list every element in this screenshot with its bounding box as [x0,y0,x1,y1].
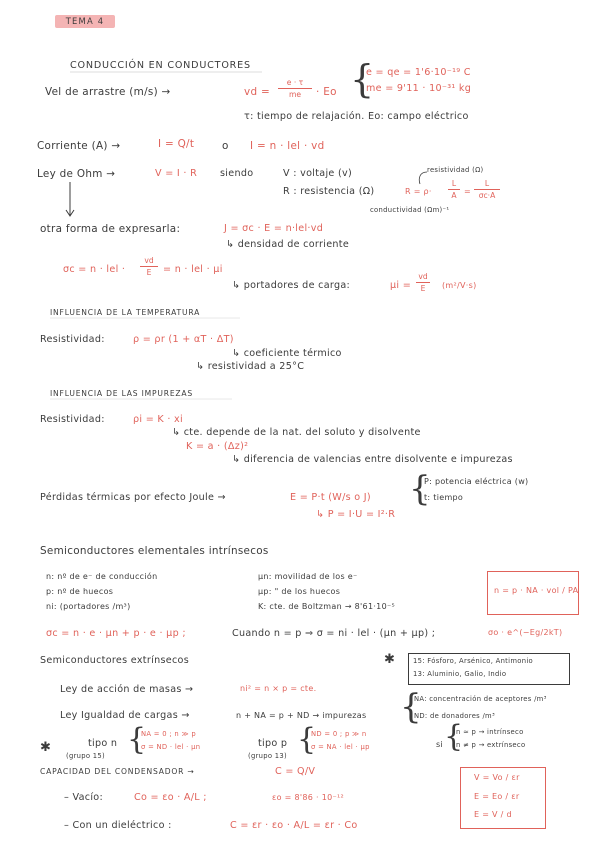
I-eq-2: I = n · lel · vd [250,140,325,152]
vd-fraction: $\frac{e \cdot \tau}{me}$ [278,77,312,100]
vd-eq: vd = [244,86,270,98]
C-eq: C = Q/V [275,766,316,777]
field-box-line-1: V = Vo / εr [474,773,520,782]
tipo-p-label: tipo p [258,738,288,749]
res25-note: ↳ resistividad a 25°C [196,361,305,372]
or-text: o [222,140,229,152]
densidad-note: ↳ densidad de corriente [226,239,350,250]
igualdad-label: Ley Igualdad de cargas → [60,710,190,721]
section-heading-temperatura: INFLUENCIA DE LA TEMPERATURA [50,308,201,317]
brace-constants: { [350,57,375,101]
vel-arrastre-label: Vel de arrastre (m/s) → [45,86,171,98]
brace-tipo-p: { [297,722,317,757]
tipo-n-eq-1: NA = 0 ; n ≫ p [141,730,196,738]
tipo-p-eq-1: ND = 0 ; p ≫ n [311,730,367,738]
grupo15-list: 15: Fósforo, Arsénico, Antimonio [413,657,533,665]
sigma-eq-2: = n · lel · μi [163,264,223,275]
NA-def: NA: concentración de aceptores /m³ [414,695,547,703]
section-heading-extrinsecos: Semiconductores extrínsecos [40,655,189,666]
conductividad-note: conductividad (Ωm)⁻¹ [370,206,450,214]
ni-def: ni: (portadores /m³) [46,602,131,611]
section-heading-impurezas: INFLUENCIA DE LAS IMPUREZAS [50,389,194,398]
brace-joule: { [409,469,431,509]
sigma-eq: σc = n · lel · [63,264,126,275]
dielectrico-label: – Con un dieléctrico : [64,820,172,831]
n-def: n: nº de e⁻ de conducción [46,572,158,581]
tau-note: τ: tiempo de relajación. Eo: campo eléctrico [244,111,469,122]
intrinseco-cond: n ≈ p → intrínseco [456,728,524,736]
tipo-n-eq-2: σ = ND · lel · μn [141,743,201,751]
joule-eq: E = P·t (W/s o J) [290,492,371,503]
diferencia-note: ↳ diferencia de valencias entre disolvente e impurezas [232,454,513,465]
mu-units: (m²/V·s) [442,281,477,290]
masas-eq: ni² = n × p = cte. [240,684,317,693]
vacio-eq: Co = εo · A/L ; [134,792,207,803]
sigma-fraction: $\frac{vd}{E}$ [140,255,158,278]
portadores-note: ↳ portadores de carga: [232,280,351,291]
R-def: R : resistencia (Ω) [283,186,375,197]
tipo-n-grupo: (grupo 15) [66,752,106,760]
section-heading-condensador: CAPACIDAD DEL CONDENSADOR → [40,767,195,776]
joule-label: Pérdidas térmicas por efecto Joule → [40,492,226,503]
J-eq: J = σc · E = n·lel·vd [224,223,324,234]
mu-fraction: $\frac{vd}{E}$ [416,271,430,294]
section-heading-conduccion: CONDUCCIÓN EN CONDUCTORES [70,60,251,71]
mup-def: μp: " de los huecos [258,587,341,596]
ND-def: ND: de donadores /m³ [414,712,496,720]
t-def: t: tiempo [424,493,464,502]
tipo-n-label: tipo n [88,738,118,749]
vacio-label: – Vacío: [64,792,103,803]
temp-resistividad-label: Resistividad: [40,334,105,345]
R-eq-2: = [464,187,472,196]
n-formula: n = p · NA · vol / PA [494,586,579,595]
p-def: p: nº de huecos [46,587,114,596]
resistividad-note: resistividad (Ω) [427,166,484,174]
igualdad-eq: n + NA = p + ND → impurezas [236,711,367,720]
tipo-p-eq-2: σ = NA · lel · μp [311,743,370,751]
P-def: P: potencia eléctrica (w) [424,477,529,486]
vd-eq-tail: · Eo [316,86,337,98]
siendo-text: siendo [220,168,254,179]
mu-eq: μi = [390,280,412,291]
otra-forma-label: otra forma de expresarla: [40,223,181,235]
field-box-line-3: E = V / d [474,810,512,819]
dielectrico-eq: C = εr · εo · A/L = εr · Co [230,820,358,831]
I-eq-1: I = Q/t [158,138,195,150]
coef-termico-note: ↳ coeficiente térmico [232,348,342,359]
brace-impurezas: { [400,687,422,727]
asterisk-icon: ✱ [384,652,396,667]
corriente-label: Corriente (A) → [37,140,121,152]
imp-eq: ρi = K · xi [133,414,183,425]
cte-note: ↳ cte. depende de la nat. del soluto y disolvente [172,427,421,438]
field-box-line-2: E = Eo / εr [474,792,520,801]
asterisk-icon-2: ✱ [40,740,52,755]
ohm-label: Ley de Ohm → [37,168,116,180]
ohm-eq: V = I · R [155,168,198,179]
R-fraction-2: $\frac{L}{\sigma c\cdot A}$ [474,178,500,201]
R-eq: R = ρ· [405,187,432,196]
K-eq: K = a · (Δz)² [186,441,249,452]
section-heading-intrinsecos: Semiconductores elementales intrínsecos [40,545,269,557]
grupo13-list: 13: Aluminio, Galio, Indio [413,670,507,678]
e-charge: e = qe = 1'6·10⁻¹⁹ C [366,67,471,78]
eps0-value: εo = 8'86 · 10⁻¹² [272,793,345,802]
k-def: K: cte. de Boltzman → 8'61·10⁻⁵ [258,602,395,611]
brace-tipo-n: { [127,722,147,757]
tipo-p-grupo: (grupo 13) [248,752,288,760]
extrinseco-cond: n ≠ p → extrínseco [456,741,526,749]
sigma0-eq: σo · e^(−Eg/2kT) [488,628,563,637]
sigma-intrinseco: σc = n · e · μn + p · e · μp ; [46,628,186,639]
brace-si: { [444,719,464,754]
mun-def: μn: movilidad de los e⁻ [258,572,358,581]
temp-eq: ρ = ρr (1 + αT · ΔT) [133,334,234,345]
P-eq: ↳ P = I·U = I²·R [316,509,396,520]
cuando-eq: Cuando n = p ⇒ σ = ni · lel · (μn + μp) ; [232,628,436,639]
imp-resistividad-label: Resistividad: [40,414,105,425]
me-mass: me = 9'11 · 10⁻³¹ kg [366,83,472,94]
si-text: si [436,740,443,749]
page-title: TEMA 4 [55,15,115,28]
masas-label: Ley de acción de masas → [60,684,194,695]
R-fraction-1: $\frac{L}{A}$ [448,178,460,201]
V-def: V : voltaje (v) [283,168,353,179]
